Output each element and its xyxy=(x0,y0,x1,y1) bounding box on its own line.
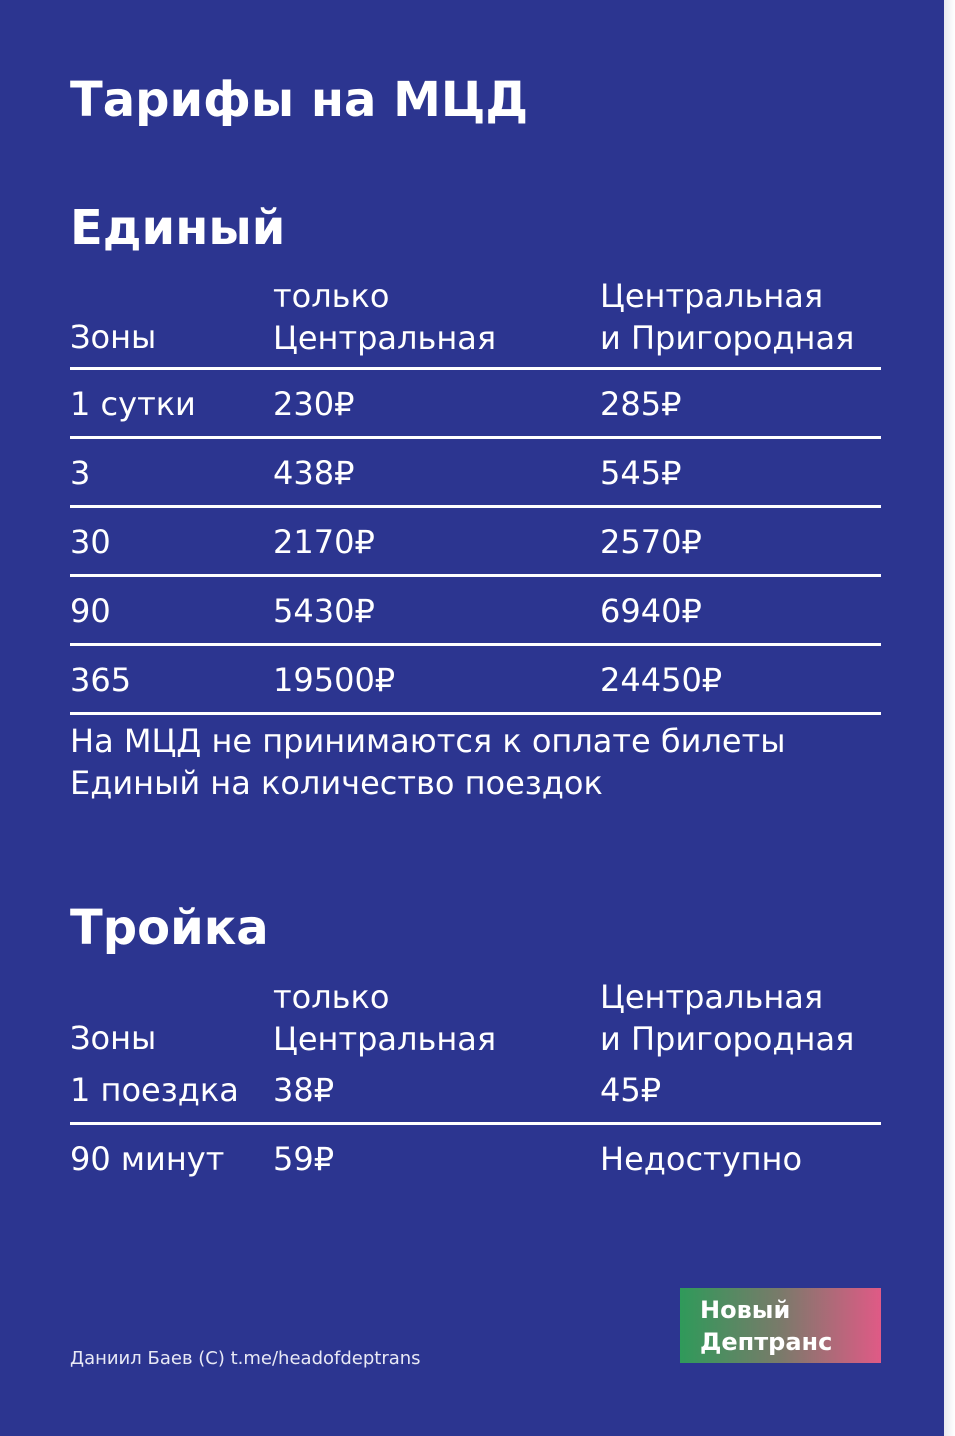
logo-line-2: Дептранс xyxy=(700,1328,833,1356)
troika-table xyxy=(70,976,881,1191)
table-header xyxy=(70,976,881,1062)
row-central-price: 19500₽ xyxy=(273,661,396,699)
note-line-2: Единый на количество поездок xyxy=(70,764,603,802)
row-suburban-price: 285₽ xyxy=(600,385,682,423)
table-row xyxy=(70,508,881,574)
divider xyxy=(70,712,881,715)
row-central-price: 38₽ xyxy=(273,1071,335,1109)
table-row xyxy=(70,370,881,436)
edinyi-table xyxy=(70,275,881,715)
edinyi-note xyxy=(70,720,881,804)
header-zones: Зоны xyxy=(70,1019,157,1057)
table-row xyxy=(70,1056,881,1122)
table-row xyxy=(70,439,881,505)
header-suburban xyxy=(600,976,854,1060)
row-period: 1 сутки xyxy=(70,385,196,423)
row-central-price: 230₽ xyxy=(273,385,355,423)
row-central-price: 5430₽ xyxy=(273,592,375,630)
table-header xyxy=(70,275,881,361)
table-row xyxy=(70,646,881,712)
row-suburban-price: 24450₽ xyxy=(600,661,723,699)
header-central-line1: только xyxy=(273,978,390,1016)
row-period: 3 xyxy=(70,454,91,492)
header-suburban-line2: и Пригородная xyxy=(600,319,855,357)
row-central-price: 438₽ xyxy=(273,454,355,492)
header-central xyxy=(273,976,496,1060)
note-line-1: На МЦД не принимаются к оплате билеты xyxy=(70,722,786,760)
row-suburban-price: 45₽ xyxy=(600,1071,662,1109)
row-period: 90 минут xyxy=(70,1140,225,1178)
header-central-line2: Центральная xyxy=(273,319,497,357)
row-central-price: 59₽ xyxy=(273,1140,335,1178)
table-row xyxy=(70,577,881,643)
row-suburban-price: 2570₽ xyxy=(600,523,702,561)
page-edge xyxy=(944,0,955,1436)
row-period: 90 xyxy=(70,592,111,630)
header-central-line2: Центральная xyxy=(273,1020,497,1058)
row-period: 1 поездка xyxy=(70,1071,239,1109)
row-suburban-price: Недоступно xyxy=(600,1140,803,1178)
row-period: 30 xyxy=(70,523,111,561)
page-title: Тарифы на МЦД xyxy=(70,72,529,128)
header-suburban-line1: Центральная xyxy=(600,277,824,315)
row-suburban-price: 545₽ xyxy=(600,454,682,492)
row-central-price: 2170₽ xyxy=(273,523,375,561)
table-row xyxy=(70,1125,881,1191)
section-title-troika: Тройка xyxy=(70,900,269,956)
header-central-line1: только xyxy=(273,277,390,315)
header-central xyxy=(273,275,496,359)
header-suburban xyxy=(600,275,854,359)
logo-line-1: Новый xyxy=(700,1296,791,1324)
row-suburban-price: 6940₽ xyxy=(600,592,702,630)
row-period: 365 xyxy=(70,661,132,699)
header-zones: Зоны xyxy=(70,318,157,356)
header-suburban-line1: Центральная xyxy=(600,978,824,1016)
header-suburban-line2: и Пригородная xyxy=(600,1020,855,1058)
author-credit: Даниил Баев (С) t.me/headofdeptrans xyxy=(70,1348,421,1369)
section-title-edinyi: Единый xyxy=(70,200,286,256)
brand-logo xyxy=(680,1288,881,1363)
